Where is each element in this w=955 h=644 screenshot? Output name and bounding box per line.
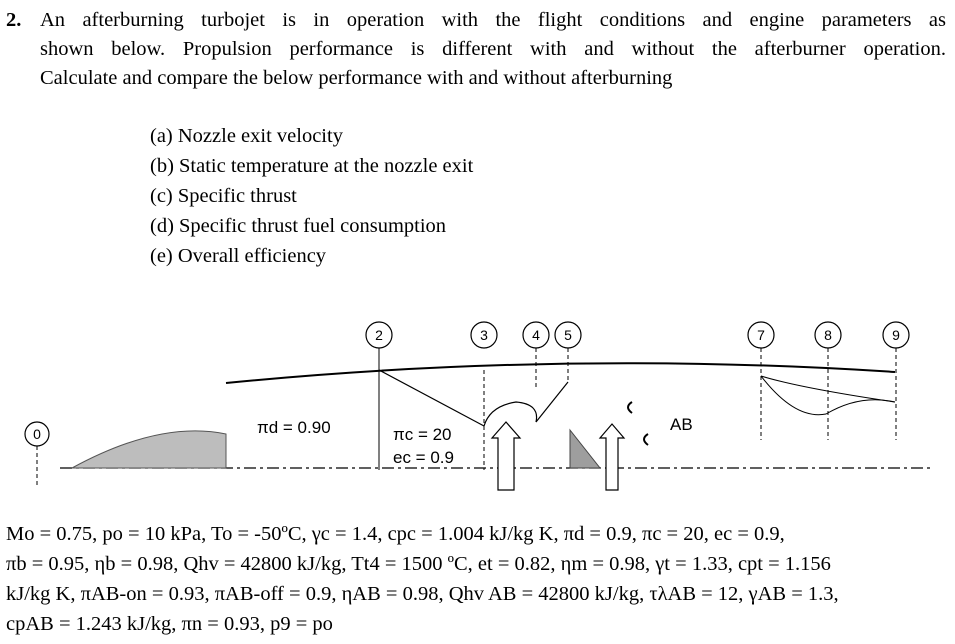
params-line-3: kJ/kg K, πAB-on = 0.93, πAB-off = 0.9, ηAB = 0.98, Qhv AB = 42800 kJ/kg, τλAB = 12, γAB = 1.3, [6, 583, 839, 605]
given-parameters [6, 519, 952, 639]
afterburner-label: AB [670, 415, 693, 434]
compressor-hub [379, 370, 484, 426]
params-line-2: πb = 0.95, ηb = 0.98, Qhv = 42800 kJ/kg, Tt4 = 1500 ºC, et = 0.82, ηm = 0.98, γt = 1.33, cpt = 1.156 [6, 553, 831, 575]
e-c-label: ec = 0.9 [393, 448, 454, 467]
combustor-liner [484, 402, 537, 426]
station-5-label: 5 [564, 327, 572, 343]
part-c: (c) Specific thrust [150, 185, 297, 207]
fuel-inlet-arrow [492, 422, 520, 490]
part-a: (a) Nozzle exit velocity [150, 125, 343, 147]
problem-line-2: shown below. Propulsion performance is different with and without the afterburner operation. [40, 38, 946, 60]
pi-c-label: πc = 20 [393, 425, 452, 444]
station-9-label: 9 [892, 327, 900, 343]
flameholder-1 [628, 402, 632, 413]
afterburning-turbojet-schematic [0, 310, 955, 510]
station-7-label: 7 [757, 327, 765, 343]
flameholder-2 [644, 434, 648, 445]
afterburner-fuel-arrow [600, 424, 624, 490]
exhaust-cone [570, 430, 600, 468]
station-4-label: 4 [532, 327, 540, 343]
problem-line-1: An afterburning turbojet is in operation with the flight conditions and engine parameters as [40, 9, 946, 31]
station-3-label: 3 [480, 327, 488, 343]
inlet-spike [72, 431, 226, 468]
engine-diagram [0, 310, 955, 510]
problem-statement [6, 6, 946, 93]
question-parts-list [150, 121, 473, 271]
params-line-1: Mo = 0.75, po = 10 kPa, To = -50ºC, γc = 1.4, cpc = 1.004 kJ/kg K, πd = 0.9, πc = 20, ec = 0.9, [6, 523, 785, 545]
turbine-hub [536, 382, 568, 422]
params-line-4: cpAB = 1.243 kJ/kg, πn = 0.93, p9 = po [6, 613, 333, 635]
problem-text [40, 6, 946, 93]
station-8-label: 8 [824, 327, 832, 343]
engine-casing-line [226, 363, 895, 383]
part-d: (d) Specific thrust fuel consumption [150, 215, 447, 237]
problem-number: 2. [6, 9, 22, 31]
station-2-label: 2 [375, 327, 383, 343]
station-0-label: 0 [33, 426, 41, 442]
part-b: (b) Static temperature at the nozzle exit [150, 155, 474, 177]
part-e: (e) Overall efficiency [150, 245, 327, 267]
problem-line-3: Calculate and compare the below performance with and without afterburning [40, 67, 673, 89]
pi-d-label: πd = 0.90 [257, 418, 331, 437]
